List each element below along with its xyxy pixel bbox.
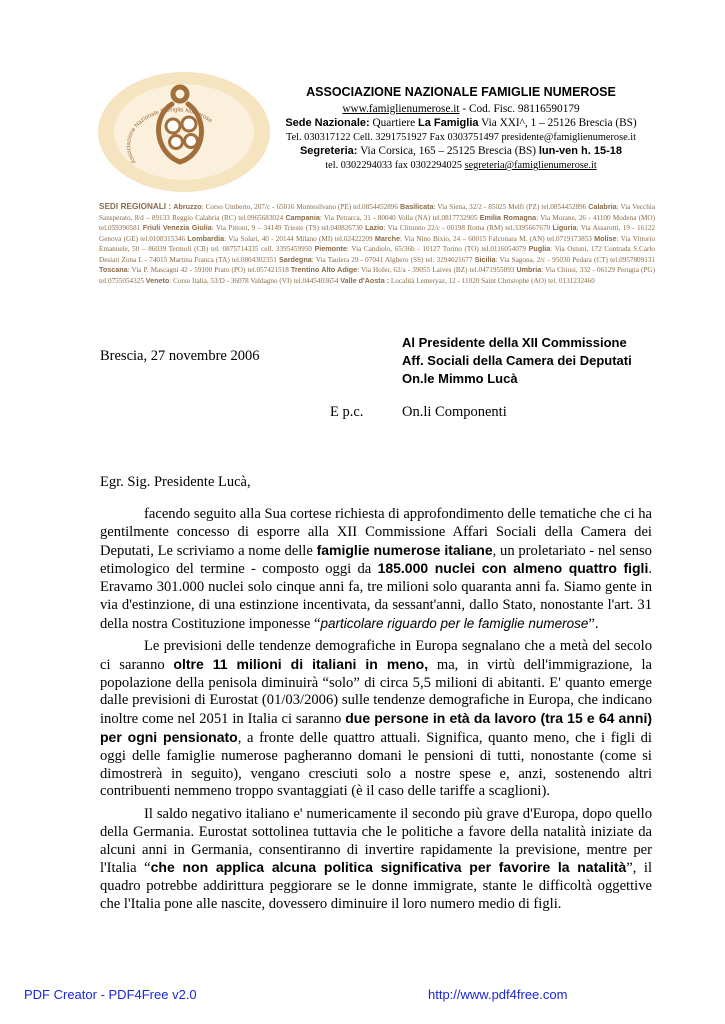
regional-office-address: : Via Taulera 29 - 07041 Alghero (SS) tel. 3294021677 <box>311 255 473 264</box>
paragraph-2: Le previsioni delle tendenze demografiche in Europa segnalano che a metà del secolo ci saranno oltre 11 milioni di italiani in meno, ma, in virtù dell'immigrazione, la popolazione della penisola diminuirà “solo” di circa 5,5 milioni di abitanti. E' quanto emerge dalle previsioni di Eurostat (01/03/2006) sulle tendenze demografiche in Europa, che indicano inoltre come nel 2051 in Italia ci saranno due persone in età da lavoro (tra 15 e 64 anni) per ogni pensionato, a fronte delle quattro attuali. Significa, quanto meno, che i figli di oggi delle famiglie numerose pagheranno domani le pensioni di tutti, nonostante (come si dimostrerà in seguito), vengano cresciuti solo a nostre spese e, anzi, sostenendo altri contribuenti nemmeno troppo svantaggiati (è il caso delle tariffe a scaglioni). <box>100 638 652 800</box>
website-link[interactable]: www.famiglienumerose.it <box>342 103 460 115</box>
regional-office-address: : Via Sagona, 2/c - 95030 Pedara (CT) tel.0957809131 <box>495 255 656 264</box>
regional-office-address: : Via Assarotti, 19 - 16122 Genova (GE) tel.0108315346 <box>99 224 656 243</box>
regional-office-name: Abruzzo <box>173 202 202 211</box>
regional-office-name: Emilia Romagna <box>479 212 537 222</box>
regional-office-address: : Via Vecchia Sansperato, 8/d – 89133 Reggio Calabria (RC) tel.0965683024 <box>99 203 656 222</box>
regional-office-name: Sardegna <box>278 254 312 264</box>
p2-bold-millions: oltre 11 milioni di italiani in meno, <box>173 655 429 672</box>
regional-office-name: Lazio <box>365 223 384 232</box>
regional-office-address: : Via Vittorio Emanuele, 50 – 86039 Termoli (CB) tel. 0875714335 cell. 3395459950 <box>99 234 656 253</box>
regional-office-address: : Via Chiusi, 332 - 06129 Perugia (PG) tel.0755054325 <box>99 266 655 285</box>
tax-code: - Cod. Fisc. 98116590179 <box>462 103 580 115</box>
regional-office-address: : Via Ostuni, 172 Contrada S.Carlo Desiati Zona L - 74015 Martina Franca (TA) tel.0804302351 <box>99 245 656 264</box>
recipient-line-1: Al Presidente della XII Commissione <box>402 335 627 350</box>
regional-office-name: Friuli Venezia Giulia <box>142 223 212 232</box>
regional-office-address: : Via Candiolo, 65/36b - 10127 Torino (TO) tel.0116054079 <box>346 245 526 253</box>
regional-office-name: Lombardia <box>187 233 225 243</box>
recipient-line-3: On.le Mimmo Lucà <box>402 371 518 386</box>
contacts-line: Tel. 030317122 Cell. 3291751927 Fax 0303751497 presidente@famiglienumerose.it <box>286 132 636 143</box>
regional-office-address: : Via Siena, 32/2 - 85025 Melfi (PZ) tel.0854452896 <box>433 203 587 211</box>
p1-bold-nuclei: 185.000 nuclei con almeno quattro figli <box>377 560 649 577</box>
regional-office-address: : Via Morane, 26 - 41100 Modena (MO) tel.059390581 <box>99 213 656 232</box>
regional-offices <box>99 202 655 286</box>
epc-label: E p.c. <box>330 404 364 420</box>
cc-recipients: On.li Componenti <box>402 404 507 420</box>
regional-office-address: : Via Nino Bixio, 24 – 60015 Falconara M. (AN) tel.0719173853 <box>400 234 592 243</box>
regional-office-name: Marche <box>374 233 401 243</box>
p1-italic-quote: particolare riguardo per le famiglie numerose <box>320 615 589 631</box>
regional-office-name: Trentino Alto Adige <box>290 265 358 274</box>
recipient-line-2: Aff. Sociali della Camera dei Deputati <box>402 353 632 368</box>
regional-office-name: Umbria <box>516 265 542 274</box>
secretariat-line <box>272 144 650 159</box>
national-seat-label: Sede Nazionale: <box>285 117 370 129</box>
national-seat-line <box>272 116 650 131</box>
regional-office-name: Campania <box>285 212 320 222</box>
p1-bold-families: famiglie numerose italiane <box>316 541 493 558</box>
website-line <box>272 102 650 117</box>
regional-office-address: : Corso Italia, 53/D - 36078 Valdagno (VI) tel.0445403654 <box>169 276 339 285</box>
logo-ring-text: Associazione Nazionale Famiglie Numerose <box>126 107 213 165</box>
association-logo <box>96 70 272 194</box>
regional-office-name: Piemonte <box>314 244 347 253</box>
regional-office-address: Località Lemeryaz, 12 - 11020 Saint Christophe (AO) tel. 0131232460 <box>389 276 595 285</box>
p3-bold-quote: che non applica alcuna politica significativa per favorire la natalità <box>150 859 627 876</box>
regional-office-address: : Via Solari, 40 - 20144 Milano (MI) tel.02422209 <box>224 234 373 243</box>
regional-office-address: : Via P. Mascagni 42 - 59100 Prato (PO) tel.057421518 <box>127 266 289 274</box>
regional-office-name: Liguria <box>552 223 577 232</box>
regional-office-name: Veneto <box>145 275 170 285</box>
national-seat-address: Via XXI^, 1 – 25126 Brescia (BS) <box>481 117 637 129</box>
national-seat-name: La Famiglia <box>417 117 479 129</box>
paragraph-1: facendo seguito alla Sua cortese richiesta di approfondimento delle tematiche che ci ha gentilmente concesso di esporre alla XII Commissione Affari Sociali della Camera dei Deputati, Le scriviamo a nome delle famiglie numerose italiane, un proletariato - nel senso etimologico del termine - composto oggi da 185.000 nuclei con almeno quattro figli. Eravamo 301.000 nuclei solo cinque anni fa, tre milioni solo quaranta anni fa. Siamo gente in via d'estinzione, di una estinzione incentivata, da sessant'anni, dallo Stato, nonostante l'art. 31 della nostra Costituzione imponesse “particolare riguardo per le famiglie numerose”. <box>100 506 652 632</box>
regional-office-address: : Via Clitunno 22/c - 00198 Roma (RM) tel.3395667670 <box>383 224 551 232</box>
paragraph-3: Il saldo negativo italiano e' numericamente il secondo più grave d'Europa, dopo quello della Germania. Eurostat sottolinea tuttavia che le politiche a favore della natalità iniziate da alcuni anni in Germania, consentiranno di invertire rapidamente la previsione, mentre per l'Italia “che non applica alcuna politica significativa per favorire la natalità”, il quadro potrebbe addirittura peggiorare se le donne immigrate, stante le difficoltà oggettive che l'Italia pone alle nascite, dovessero diminuire il loro numero medio di figli. <box>100 806 652 912</box>
national-seat-quarter: Quartiere <box>372 117 416 129</box>
secretariat-email-link[interactable]: segreteria@famiglienumerose.it <box>464 160 597 171</box>
secretariat-contacts-line <box>272 158 650 173</box>
regional-office-address: : Via Pittoni, 9 – 34149 Trieste (TS) tel.040826730 <box>211 224 363 232</box>
p2-bold-ratio: due persone in età da lavoro (tra 15 e 64 anni) per ogni pensionato <box>100 710 652 745</box>
regional-office-name: Valle d'Aosta : <box>340 275 390 285</box>
regional-office-address: : Via Petrarca, 31 - 80040 Volla (NA) tel.0817732905 <box>319 213 478 222</box>
secretariat-address: Via Corsica, 165 – 25125 Brescia (BS) <box>360 145 537 157</box>
salutation: Egr. Sig. Presidente Lucà, <box>100 474 251 490</box>
regional-office-name: Toscana <box>99 265 128 274</box>
secretariat-label: Segreteria: <box>299 145 358 157</box>
regional-offices-label: SEDI REGIONALI : <box>99 202 172 211</box>
regional-office-name: Calabria <box>588 202 617 211</box>
letter-date: Brescia, 27 novembre 2006 <box>100 348 260 364</box>
footer-url-link[interactable]: http://www.pdf4free.com <box>428 987 568 1002</box>
regional-office-address: : Via Hofer, 62/a - 39055 Laives (BZ) tel.0471955093 <box>357 266 515 274</box>
secretariat-phone-fax: tel. 0302294033 fax 0302294025 <box>325 160 462 171</box>
regional-office-name: Basilicata <box>400 202 434 211</box>
regional-office-name: Puglia <box>528 244 551 253</box>
footer-pdf-creator: PDF Creator - PDF4Free v2.0 <box>24 987 197 1002</box>
secretariat-hours: lun-ven h. 15-18 <box>538 145 623 157</box>
regional-office-name: Molise <box>594 233 617 243</box>
regional-office-address: : Corso Umberto, 207/c - 65016 Montesilvano (PE) tel.0854452896 <box>201 203 398 211</box>
regional-office-name: Sicilia <box>474 254 496 264</box>
organization-name: ASSOCIAZIONE NAZIONALE FAMIGLIE NUMEROSE <box>306 85 616 99</box>
